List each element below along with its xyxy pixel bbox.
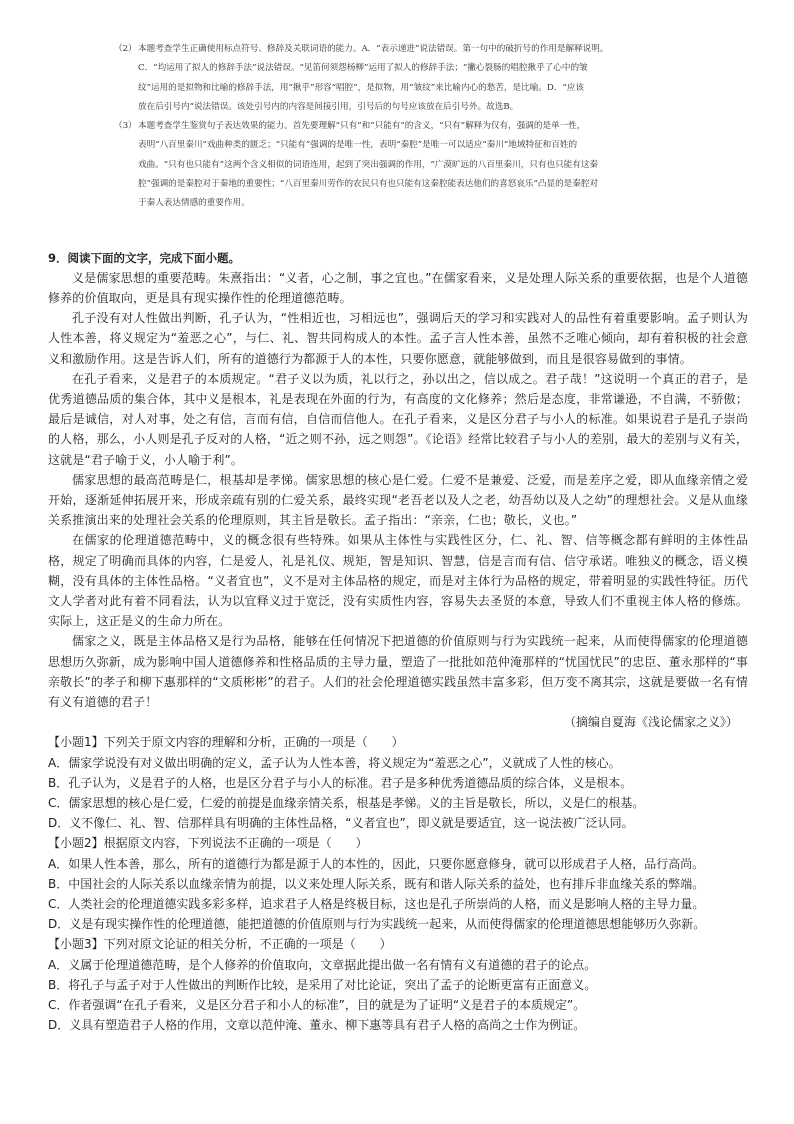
subquestion-2 [48,833,748,934]
answer-line: 戏曲。“只有也只能有”这两个含义相似的词语连用，起到了突出强调的作用，“广漠旷远的八百里秦川，只有也只能有这秦 [138,159,599,170]
option-d: D．义不像仁、礼、智、信那样具有明确的主体性品格，“义者宜也”，即义就是要适宜，这一说法被广泛认同。 [48,816,634,831]
option-b: B．中国社会的人际关系以血缘亲情为前提，以义来处理人际关系，既有和谐人际关系的益处，也有排斥非血缘关系的弊端。 [48,876,705,891]
option-a: A．儒家学说没有对义做出明确的定义，孟子认为人性本善，将义规定为“羞恶之心”，义就成了人性的核心。 [48,755,621,770]
option-a: A．义属于伦理道德范畴，是个人修养的价值取向，文章据此提出做一名有情有义有道德的君子的论点。 [48,957,597,972]
answer-line: 本题考查学生鉴赏句子表达效果的能力。首先要理解“只有”和“只能有”的含义，“只有”解释为仅有，强调的是单一性， [138,121,586,132]
option-b: B．孔子认为，义是君子的人格，也是区分君子与小人的标准。君子是多种优秀道德品质的综合体，义是根本。 [48,775,633,790]
question-title: 9．阅读下面的文字，完成下面小题。 [48,250,240,265]
subquestion-stem: 【小题3】下列对原文论证的相关分析，不正确的一项是（ ） [48,937,392,952]
option-d: D．义是有现实操作性的伦理道德，能把道德的价值原则与行为实践统一起来，从而使得儒家的伦理道德思想能够历久弥新。 [48,917,706,932]
answer-item-3 [114,117,734,213]
answer-line: 本题考查学生正确使用标点符号、修辞及关联词语的能力。A．“表示递进”说法错误。第一句中的破折号的作用是解释说明。 [138,44,609,54]
passage-paragraph: 在孔子看来，义是君子的本质规定。“君子义以为质，礼以行之，孙以出之，信以成之。君子哉！”这说明一个真正的君子，是优秀道德品质的集合体，其中义是根本，礼是表现在外面的行为，有高度的文化修养；然后是态度，非常谦逊，不自满，不骄傲；最后是诚信，对人对事，处之有信，言而有信，自信而信他人。在孔子看来，义是区分君子与小人的标准。如果说君子是孔子崇尚的人格，那么，小人则是孔子反对的人格，“近之则不孙，远之则怨”。《论语》经常比较君子与小人的差别，最大的差别与义有关，这就是“君子喻于义，小人喻于利”。 [48,371,748,467]
answer-item-number: （3） [114,121,137,132]
subquestion-stem: 【小题1】下列关于原文内容的理解和分析，正确的一项是（ ） [48,735,404,750]
option-c: C．人类社会的伦理道德实践多彩多样，追求君子人格是终极目标，这也是孔子所崇尚的人格，而义是影响人格的主导力量。 [48,897,705,911]
option-a: A．如果人性本善，那么，所有的道德行为都是源于人的本性的，因此，只要你愿意修身，就可以形成君子人格，品行高尚。 [48,856,705,871]
passage-paragraph: 儒家之义，既是主体品格又是行为品格，能够在任何情况下把道德的价值原则与行为实践统一起来，从而使得儒家的伦理道德思想历久弥新，成为影响中国人道德修养和性格品质的主导力量，塑造了一批批如范仲淹那样的“忧国忧民”的忠臣、董永那样的“事亲敬长”的孝子和柳下惠那样的“文质彬彬”的君子。人们的社会伦理道德实践虽然丰富多彩，但万变不离其宗，这就是要做一名有情有义有道德的君子！ [48,634,748,709]
subquestion-3 [48,934,748,1035]
passage-paragraph: 义是儒家思想的重要范畴。朱熹指出：“义者，心之制，事之宜也。”在儒家看来，义是处理人际关系的重要依据，也是个人道德修养的价值取向，更是具有现实操作性的伦理道德范畴。 [48,270,748,305]
answer-line: C．“均运用了拟人的修辞手法”说法错误。“见笛何须怨杨柳”运用了拟人的修辞手法；“撇心裂肠的唱腔揪乎了心中的皱 [138,63,588,74]
subquestion-1 [48,732,748,833]
question-9 [48,236,748,1035]
answer-explanations [114,40,734,214]
answer-line: 放在后引号内”说法错误。该处引号内的内容是间接引用，引号后的句号应该放在后引号外。故选B。 [138,101,519,112]
option-d: D．义具有塑造君子人格的作用，文章以范仲淹、董永、柳下惠等具有君子人格的高尚之士作为例证。 [48,1018,586,1033]
passage-source: （摘编自夏海《浅论儒家之义》） [563,715,738,730]
subquestion-stem: 【小题2】根据原文内容，下列说法不正确的一项是（ ） [48,836,368,851]
passage-paragraph: 孔子没有对人性做出判断，孔子认为，“性相近也，习相远也”，强调后天的学习和实践对人的品性有着重要影响。孟子则认为人性本善，将义规定为“羞恶之心”，与仁、礼、智共同构成人的本性。孟子言人性本善，虽然不乏唯心倾向，却有着积极的社会意义和激励作用。这是告诉人们，所有的道德行为都源于人的本性，只要你愿意，就能够做到，而且是很容易做到的事情。 [48,311,748,366]
answer-line: 表明“八百里秦川”戏曲种类的匮乏；“只能有”强调的是唯一性，表明“秦腔”是唯一可以适应“秦川”地域特征和百姓的 [138,140,578,151]
option-b: B．将孔子与孟子对于人性做出的判断作比较，是采用了对比论证，突出了孟子的论断更富有正面意义。 [48,977,597,992]
passage-paragraph: 儒家思想的最高范畴是仁，根基却是孝悌。儒家思想的核心是仁爱。仁爱不是兼爱、泛爱，而是差序之爱，即从血缘亲情之爱开始，逐渐延伸拓展开来，形成亲疏有别的仁爱关系，最终实现“老吾老以及人之老，幼吾幼以及人之幼”的理想社会。义是从血缘关系推演出来的处理社会关系的伦理原则，其主旨是敬长。孟子指出：“亲亲，仁也；敬长，义也。” [48,472,748,528]
answer-line: 纹”运用的是拟物和比喻的修辞手法，用“揪乎”形容“唱腔”，是拟物，用“皱纹”来比喻内心的愁苦，是比喻。D．“应该 [138,82,584,93]
option-c: C．儒家思想的核心是仁爱，仁爱的前提是血缘亲情关系，根基是孝悌。义的主旨是敬长，所以，义是仁的根基。 [48,795,645,810]
option-c: C．作者强调“在孔子看来，义是区分君子和小人的标准”，目的就是为了证明“义是君子的本质规定”。 [48,998,586,1013]
passage-paragraph: 在儒家的伦理道德范畴中，义的概念很有些特殊。如果从主体性与实践性区分，仁、礼、智、信等概念都有鲜明的主体性品格，规定了明确而具体的内容，仁是爱人，礼是礼仪、规矩，智是知识、智慧，信是言而有信、信守承诺。唯独义的概念，语义模糊，没有具体的主体性品格。“义者宜也”，义不是对主体品格的规定，而是对主体行为品格的规定，带着明显的实践性特征。历代文人学者对此有着不同看法，认为以宜释义过于宽泛，没有实质性内容，容易失去圣贤的本意，导致人们不重视主体人格的修炼。实际上，这正是义的生命力所在。 [48,533,748,629]
answer-line: 于秦人表达情感的重要作用。 [138,198,250,209]
answer-item-number: （2） [114,44,137,54]
answer-item-2 [114,40,734,117]
answer-line: 腔”强调的是秦腔对于秦地的重要性；“八百里秦川劳作的农民只有也只能有这秦腔能表达他们的喜怒哀乐”凸显的是秦腔对 [138,179,599,190]
